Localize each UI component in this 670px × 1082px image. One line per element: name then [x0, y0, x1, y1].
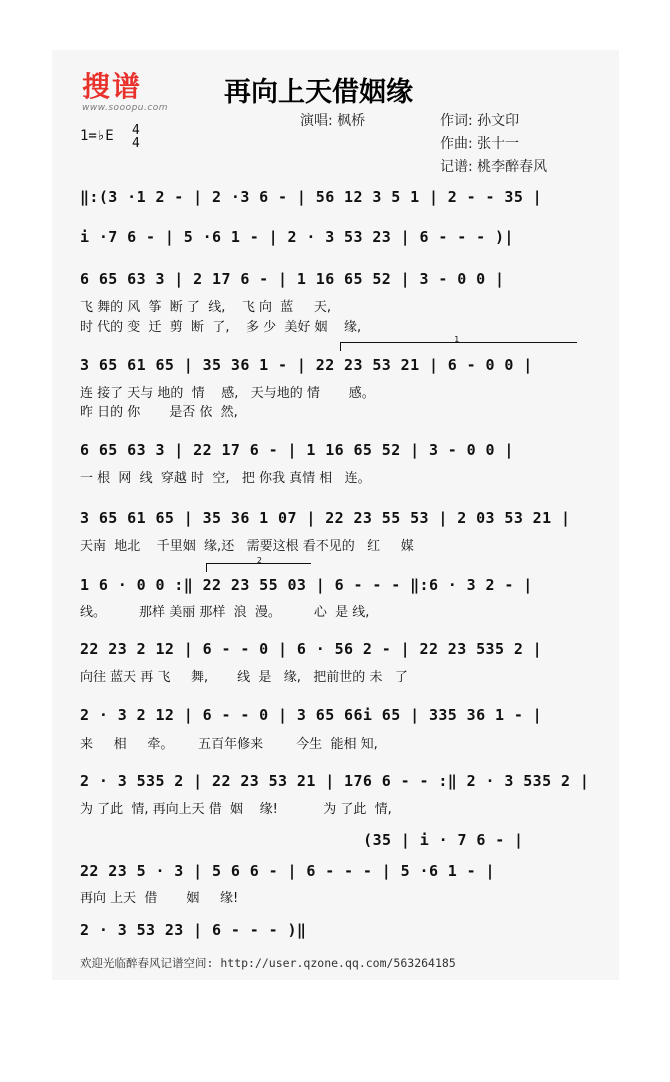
- lyric-line: 再向 上天 借 姻 缘!: [80, 891, 239, 906]
- notation-line: 22 23 5 · 3 | 5 6 6 - | 6 - - - | 5 ·6 1 - |: [80, 862, 495, 880]
- lyric-line: 向往 蓝天 再 飞 舞, 线 是 缘, 把前世的 未 了: [80, 670, 408, 685]
- lyric-line: 飞 舞的 风 筝 断 了 线, 飞 向 蓝 天,: [80, 300, 332, 315]
- lyric-line: 为 了此 情, 再向上天 借 姻 缘! 为 了此 情,: [80, 802, 392, 817]
- composer: 作曲: 张十一: [440, 136, 520, 152]
- volta-bracket-1: [340, 335, 577, 351]
- lyric-line: 来 相 牵。 五百年修来 今生 能相 知,: [80, 737, 378, 752]
- lyric-line: 连 接了 天与 地的 情 感, 天与地的 情 感。: [80, 386, 375, 401]
- lyric-line: 线。 那样 美丽 那样 浪 漫。 心 是 线,: [80, 605, 370, 620]
- notation-line: 2 · 3 53 23 | 6 - - - )‖: [80, 921, 307, 939]
- lyricist: 作词: 孙文印: [440, 113, 520, 129]
- lyric-line: 时 代的 变 迁 剪 断 了, 多 少 美好 姻 缘,: [80, 320, 362, 335]
- notation-line: ‖:(3 ·1 2 - | 2 ·3 6 - | 56 12 3 5 1 | 2 - - 35 |: [80, 188, 543, 206]
- notation-line: 6 65 63 3 | 22 17 6 - | 1 16 65 52 | 3 - 0 0 |: [80, 441, 514, 459]
- song-title: 再向上天借姻缘: [224, 77, 413, 108]
- notation-line: 2 · 3 535 2 | 22 23 53 21 | 176 6 - - :‖ 2 · 3 535 2 |: [80, 772, 590, 790]
- logo-text: 搜谱: [82, 70, 143, 103]
- lyric-line: 天南 地北 千里姻 缘,还 需要这根 看不见的 红 媒: [80, 539, 414, 554]
- volta-bracket-2: [206, 556, 311, 572]
- logo[interactable]: [82, 65, 200, 117]
- singer: 演唱: 枫桥: [300, 113, 366, 129]
- key-text: 1=♭E: [80, 128, 114, 144]
- notation-line: i ·7 6 - | 5 ·6 1 - | 2 · 3 53 23 | 6 - - - )|: [80, 228, 514, 246]
- lyric-line: 昨 日的 你 是否 依 然,: [80, 405, 238, 420]
- notation-line: 6 65 63 3 | 2 17 6 - | 1 16 65 52 | 3 - 0 0 |: [80, 270, 505, 288]
- time-top: 4: [132, 123, 140, 138]
- time-signature: [132, 124, 140, 150]
- notation-line: 1 6 · 0 0 :‖ 22 23 55 03 | 6 - - - ‖:6 · 3 2 - |: [80, 576, 533, 594]
- notation-line: 22 23 2 12 | 6 - - 0 | 6 · 56 2 - | 22 23 535 2 |: [80, 640, 543, 658]
- notation-line: 3 65 61 65 | 35 36 1 07 | 22 23 55 53 | 2 03 53 21 |: [80, 509, 571, 527]
- notation-line: (35 | i · 7 6 - |: [250, 831, 524, 849]
- transcriber: 记谱: 桃李醉春风: [440, 159, 548, 175]
- notation-line: 2 · 3 2 12 | 6 - - 0 | 3 65 66i 65 | 335 36 1 - |: [80, 706, 543, 724]
- logo-url: www.sooopu.com: [82, 103, 169, 113]
- key-signature: [80, 123, 140, 151]
- volta-label: 1: [454, 335, 460, 344]
- time-bottom: 4: [132, 136, 140, 151]
- lyric-line: 一 根 网 线 穿越 时 空, 把 你我 真情 相 连。: [80, 471, 371, 486]
- notation-line: 3 65 61 65 | 35 36 1 - | 22 23 53 21 | 6 - 0 0 |: [80, 356, 533, 374]
- footer-credit: 欢迎光临醉春风记谱空间: http://user.qzone.qq.com/563264185: [80, 956, 456, 970]
- volta-label: 2: [256, 556, 262, 565]
